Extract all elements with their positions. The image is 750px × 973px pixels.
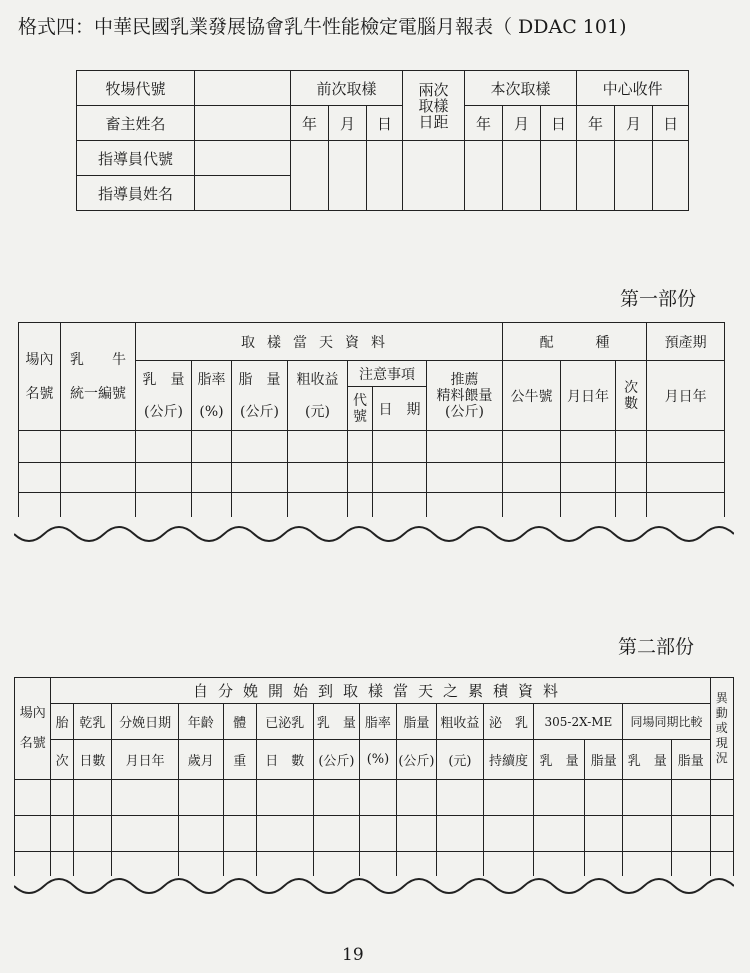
prev-day-label: 日 <box>367 106 403 141</box>
table-cell[interactable] <box>396 852 437 876</box>
table-cell[interactable] <box>348 493 373 517</box>
p1-cow-line2: 統一編號 <box>70 385 126 402</box>
p2-age-line2: 歲月 <box>179 740 224 780</box>
interval-line1: 兩次 <box>418 80 449 99</box>
table-cell[interactable] <box>348 463 373 493</box>
p2-age-line1: 年齡 <box>179 704 224 740</box>
table-cell[interactable] <box>73 852 111 876</box>
p1-fat-line2: (%) <box>199 403 224 420</box>
p2-persist-line1: 泌 乳 <box>483 704 534 740</box>
this-month-cell[interactable] <box>503 141 541 211</box>
table-cell[interactable] <box>192 431 232 463</box>
p2-milk-line2: (公斤) <box>313 740 360 780</box>
table-cell[interactable] <box>584 780 622 816</box>
table-cell[interactable] <box>232 493 288 517</box>
p2-lact-line2: 次 <box>51 740 73 780</box>
p1-fat-line1: 脂率 <box>197 371 226 388</box>
table-cell[interactable] <box>623 816 672 852</box>
table-cell[interactable] <box>61 463 136 493</box>
wavy-break-line <box>14 524 734 550</box>
table-cell[interactable] <box>136 493 192 517</box>
p1-feed-header <box>427 361 503 431</box>
table-cell[interactable] <box>373 431 427 463</box>
wavy-break-line <box>14 876 734 902</box>
table-cell[interactable] <box>360 852 396 876</box>
table-cell[interactable] <box>192 463 232 493</box>
p1-fatamt-header <box>232 361 288 431</box>
this-month-label: 月 <box>503 106 541 141</box>
p1-notice-code-header: 代號 <box>348 387 373 431</box>
table-cell[interactable] <box>313 816 360 852</box>
table-cell[interactable] <box>179 816 224 852</box>
advisor-code-value[interactable] <box>195 141 291 176</box>
p1-due-group: 預產期 <box>647 323 725 361</box>
farm-code-label: 牧場代號 <box>77 71 195 106</box>
table-cell[interactable] <box>584 816 622 852</box>
table-cell[interactable] <box>561 463 616 493</box>
table-cell[interactable] <box>179 852 224 876</box>
part1-table <box>18 322 725 517</box>
this-day-label: 日 <box>541 106 577 141</box>
table-row <box>15 816 734 852</box>
table-cell[interactable] <box>313 852 360 876</box>
table-cell[interactable] <box>51 780 73 816</box>
p1-cow-header <box>61 323 136 431</box>
p2-me305-header: 305-2X-ME <box>534 704 623 740</box>
table-cell[interactable] <box>427 463 503 493</box>
table-row <box>15 852 734 876</box>
table-cell[interactable] <box>427 493 503 517</box>
table-cell[interactable] <box>256 852 313 876</box>
prev-day-cell[interactable] <box>367 141 403 211</box>
table-cell[interactable] <box>672 780 711 816</box>
interval-cell[interactable] <box>403 141 465 211</box>
table-cell[interactable] <box>61 493 136 517</box>
p2-lact-line1: 胎 <box>51 704 73 740</box>
table-cell[interactable] <box>232 463 288 493</box>
p2-fat-line1: 脂率 <box>360 704 396 740</box>
table-cell[interactable] <box>584 852 622 876</box>
table-cell[interactable] <box>483 816 534 852</box>
p2-herdmate-fat: 脂量 <box>672 740 711 780</box>
table-cell[interactable] <box>647 463 725 493</box>
p1-breed-date-header: 月日年 <box>561 361 616 431</box>
table-cell[interactable] <box>623 780 672 816</box>
p2-milkdays-line2: 日 數 <box>256 740 313 780</box>
prev-month-label: 月 <box>329 106 367 141</box>
table-cell[interactable] <box>136 431 192 463</box>
table-cell[interactable] <box>437 816 484 852</box>
p1-feed-line3: (公斤) <box>445 403 484 420</box>
table-cell[interactable] <box>503 493 561 517</box>
table-row <box>19 493 725 517</box>
table-cell[interactable] <box>437 852 484 876</box>
p2-calving-line1: 分娩日期 <box>112 704 179 740</box>
p2-me305-fat: 脂量 <box>584 740 622 780</box>
p2-income-line1: 粗收益 <box>437 704 484 740</box>
advisor-code-label: 指導員代號 <box>77 141 195 176</box>
table-cell[interactable] <box>647 431 725 463</box>
table-cell[interactable] <box>179 780 224 816</box>
p2-me305-milk: 乳 量 <box>534 740 585 780</box>
p1-farm-header <box>19 323 61 431</box>
table-cell[interactable] <box>710 816 733 852</box>
table-cell[interactable] <box>15 852 51 876</box>
p2-milk-line1: 乳 量 <box>313 704 360 740</box>
table-cell[interactable] <box>534 780 585 816</box>
prev-year-label: 年 <box>291 106 329 141</box>
p1-due-date-header: 月日年 <box>647 361 725 431</box>
p1-notice-header: 注意事項 <box>348 361 427 387</box>
table-cell[interactable] <box>288 431 348 463</box>
this-sampling-label: 本次取樣 <box>465 71 577 106</box>
prev-year-cell[interactable] <box>291 141 329 211</box>
table-row <box>19 431 725 463</box>
table-cell[interactable] <box>288 493 348 517</box>
this-year-cell[interactable] <box>465 141 503 211</box>
table-cell[interactable] <box>73 780 111 816</box>
table-cell[interactable] <box>223 852 256 876</box>
p1-times-header: 次數 <box>616 361 647 431</box>
p2-income-line2: (元) <box>437 740 484 780</box>
table-cell[interactable] <box>223 780 256 816</box>
table-cell[interactable] <box>672 816 711 852</box>
p1-farm-line2: 名號 <box>25 385 54 402</box>
p2-remarks-header: 異動或現況 <box>710 678 733 780</box>
p1-fat-header <box>192 361 232 431</box>
p2-milkdays-line1: 已泌乳 <box>256 704 313 740</box>
table-cell[interactable] <box>437 780 484 816</box>
p1-fatamt-line1: 脂 量 <box>238 371 281 388</box>
table-cell[interactable] <box>483 852 534 876</box>
table-cell[interactable] <box>503 463 561 493</box>
table-cell[interactable] <box>112 780 179 816</box>
center-day-label: 日 <box>653 106 689 141</box>
table-cell[interactable] <box>503 431 561 463</box>
interval-label <box>403 71 465 141</box>
owner-name-label: 畜主姓名 <box>77 106 195 141</box>
farm-code-value[interactable] <box>195 71 291 106</box>
table-cell[interactable] <box>396 780 437 816</box>
p2-farm-line2: 名號 <box>19 735 46 751</box>
table-row <box>19 463 725 493</box>
table-cell[interactable] <box>561 493 616 517</box>
table-cell[interactable] <box>223 816 256 852</box>
center-year-cell[interactable] <box>577 141 615 211</box>
interval-line3: 日距 <box>418 112 449 131</box>
p2-dry-line1: 乾乳 <box>73 704 111 740</box>
p1-notice-date-header: 日 期 <box>373 387 427 431</box>
table-cell[interactable] <box>360 780 396 816</box>
table-cell[interactable] <box>15 780 51 816</box>
table-cell[interactable] <box>672 852 711 876</box>
page-number: 19 <box>342 945 364 965</box>
table-cell[interactable] <box>710 852 733 876</box>
advisor-name-label: 指導員姓名 <box>77 176 195 211</box>
p2-cumulative-group: 自分娩開始到取樣當天之累積資料 <box>51 678 710 704</box>
table-cell[interactable] <box>616 463 647 493</box>
p1-milk-header <box>136 361 192 431</box>
table-cell[interactable] <box>373 463 427 493</box>
p1-milk-line2: (公斤) <box>144 403 183 420</box>
table-cell[interactable] <box>288 463 348 493</box>
center-day-cell[interactable] <box>653 141 689 211</box>
p1-fatamt-line2: (公斤) <box>240 403 279 420</box>
p2-calving-line2: 月日年 <box>112 740 179 780</box>
form-title: 格式四：中華民國乳業發展協會乳牛性能檢定電腦月報表（ DDAC 101) <box>18 16 627 38</box>
table-cell[interactable] <box>623 852 672 876</box>
p2-persist-line2: 持續度 <box>483 740 534 780</box>
table-cell[interactable] <box>616 431 647 463</box>
p2-body-line2: 重 <box>223 740 256 780</box>
p2-dry-line2: 日數 <box>73 740 111 780</box>
table-cell[interactable] <box>396 816 437 852</box>
table-cell[interactable] <box>192 493 232 517</box>
p1-cow-line1: 乳 牛 <box>70 351 126 368</box>
p2-farm-header <box>15 678 51 780</box>
part2-table <box>14 677 734 876</box>
table-cell[interactable] <box>710 780 733 816</box>
p2-herdmate-milk: 乳 量 <box>623 740 672 780</box>
p2-herdmate-header: 同場同期比較 <box>623 704 710 740</box>
p1-bull-header: 公牛號 <box>503 361 561 431</box>
center-year-label: 年 <box>577 106 615 141</box>
table-cell[interactable] <box>616 493 647 517</box>
table-cell[interactable] <box>647 493 725 517</box>
p1-milk-line1: 乳 量 <box>142 371 185 388</box>
interval-line2: 取樣 <box>418 96 449 115</box>
table-cell[interactable] <box>483 780 534 816</box>
table-cell[interactable] <box>112 852 179 876</box>
p1-income-header <box>288 361 348 431</box>
p1-income-line1: 粗收益 <box>296 371 339 388</box>
table-cell[interactable] <box>534 852 585 876</box>
part2-label: 第二部份 <box>618 636 695 658</box>
prev-month-cell[interactable] <box>329 141 367 211</box>
table-cell[interactable] <box>51 852 73 876</box>
table-cell[interactable] <box>348 431 373 463</box>
table-cell[interactable] <box>61 431 136 463</box>
table-cell[interactable] <box>256 780 313 816</box>
p2-fat-line2: (%) <box>360 740 396 780</box>
table-cell[interactable] <box>136 463 192 493</box>
this-year-label: 年 <box>465 106 503 141</box>
this-day-cell[interactable] <box>541 141 577 211</box>
part1-label: 第一部份 <box>620 288 697 310</box>
table-cell[interactable] <box>19 431 61 463</box>
p2-farm-line1: 場內 <box>19 705 46 721</box>
table-cell[interactable] <box>15 816 51 852</box>
center-receipt-label: 中心收件 <box>577 71 689 106</box>
prev-sampling-label: 前次取樣 <box>291 71 403 106</box>
center-month-cell[interactable] <box>615 141 653 211</box>
p1-farm-line1: 場內 <box>25 351 54 368</box>
table-cell[interactable] <box>19 463 61 493</box>
table-cell[interactable] <box>360 816 396 852</box>
owner-name-value[interactable] <box>195 106 291 141</box>
p1-feed-line1: 推薦 <box>450 371 479 388</box>
table-cell[interactable] <box>534 816 585 852</box>
p2-fatamt-line2: (公斤) <box>396 740 437 780</box>
table-cell[interactable] <box>51 816 73 852</box>
table-cell[interactable] <box>373 493 427 517</box>
table-row <box>15 780 734 816</box>
table-cell[interactable] <box>73 816 111 852</box>
table-cell[interactable] <box>19 493 61 517</box>
advisor-name-value[interactable] <box>195 176 291 211</box>
p1-income-line2: (元) <box>305 403 330 420</box>
p1-sampling-group: 取樣當天資料 <box>136 323 503 361</box>
p1-breeding-group: 配 種 <box>503 323 647 361</box>
table-cell[interactable] <box>313 780 360 816</box>
table-cell[interactable] <box>112 816 179 852</box>
p1-feed-line2: 精料餵量 <box>436 387 493 404</box>
table-cell[interactable] <box>232 431 288 463</box>
p2-body-line1: 體 <box>223 704 256 740</box>
table-cell[interactable] <box>561 431 616 463</box>
table-cell[interactable] <box>427 431 503 463</box>
header-table <box>76 70 689 211</box>
p2-fatamt-line1: 脂量 <box>396 704 437 740</box>
center-month-label: 月 <box>615 106 653 141</box>
table-cell[interactable] <box>256 816 313 852</box>
